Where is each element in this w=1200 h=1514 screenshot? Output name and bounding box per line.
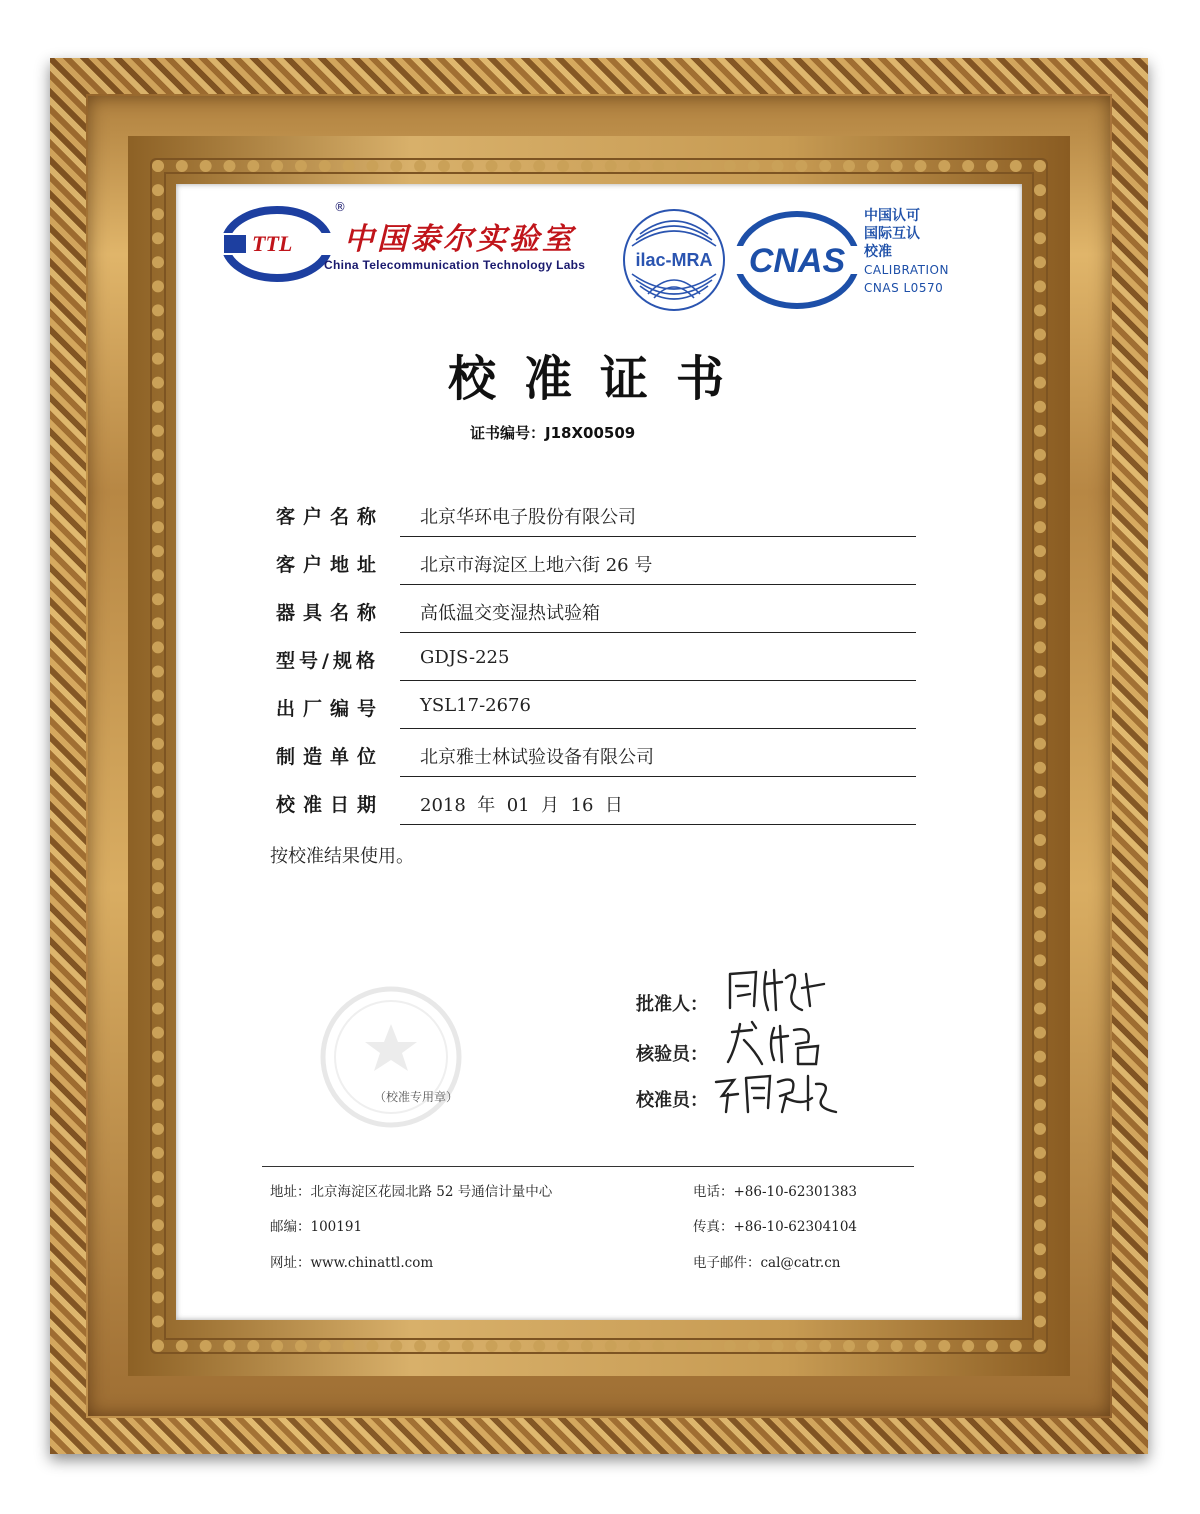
certificate-fields xyxy=(270,490,916,826)
field-label: 型号/规格 xyxy=(276,650,379,672)
lab-name-en: China Telecommunication Technology Labs xyxy=(324,258,586,272)
cnas-line: CNAS L0570 xyxy=(864,281,944,295)
footer-postcode: 邮编：100191 xyxy=(270,1219,363,1235)
field-value: 北京市海淀区上地六街 26 号 xyxy=(420,555,653,576)
footer-website: 网址：www.chinattl.com xyxy=(270,1255,434,1271)
registered-mark-icon: ® xyxy=(334,200,346,214)
field-underline xyxy=(400,728,916,729)
lab-name-cn: 中国泰尔实验室 xyxy=(344,222,575,257)
field-row xyxy=(270,778,916,826)
footer-divider xyxy=(262,1166,914,1167)
field-underline xyxy=(400,536,916,537)
field-row xyxy=(270,730,916,778)
cnas-line: CALIBRATION xyxy=(864,263,949,277)
field-value: 北京雅士林试验设备有限公司 xyxy=(420,747,654,768)
field-value: 北京华环电子股份有限公司 xyxy=(420,507,636,528)
ilac-logo-text: ilac-MRA xyxy=(635,250,713,270)
field-label: 客户名称 xyxy=(276,506,385,528)
field-underline xyxy=(400,584,916,585)
approver-signature-icon xyxy=(722,964,832,1016)
verifier-label: 核验员： xyxy=(636,1044,708,1065)
field-label: 出厂编号 xyxy=(276,698,385,720)
cnas-line: 国际互认 xyxy=(864,226,920,242)
footer-address: 地址：北京海淀区花园北路 52 号通信计量中心 xyxy=(270,1184,553,1200)
field-row xyxy=(270,634,916,682)
field-underline xyxy=(400,632,916,633)
field-value: 2018 年 01 月 16 日 xyxy=(420,795,623,816)
field-label: 器具名称 xyxy=(276,602,385,624)
field-underline xyxy=(400,776,916,777)
seal-caption: （校准专用章） xyxy=(374,1090,459,1104)
field-label: 制造单位 xyxy=(276,746,385,768)
certificate-title: 校准证书 xyxy=(447,351,752,407)
field-value: YSL17-2676 xyxy=(420,695,531,716)
cnas-line: 中国认可 xyxy=(864,208,920,224)
footer-fax: 传真：+86-10-62304104 xyxy=(693,1219,858,1235)
field-row xyxy=(270,682,916,730)
field-row xyxy=(270,538,916,586)
certificate-number: 证书编号：J18X00509 xyxy=(470,424,636,442)
approver-label: 批准人： xyxy=(636,994,708,1015)
field-row xyxy=(270,490,916,538)
field-label: 校准日期 xyxy=(276,794,385,816)
calibrator-label: 校准员： xyxy=(636,1090,708,1111)
ttl-logo-text: TTL xyxy=(252,231,293,256)
footer-phone: 电话：+86-10-62301383 xyxy=(693,1184,858,1200)
field-underline xyxy=(400,824,916,825)
ttl-logo-icon xyxy=(222,205,332,283)
footer-email: 电子邮件：cal@catr.cn xyxy=(693,1255,841,1271)
field-value: 高低温交变湿热试验箱 xyxy=(420,603,600,624)
embossed-seal-icon xyxy=(296,982,486,1132)
verifier-signature-icon xyxy=(722,1018,832,1070)
cnas-accreditation-text xyxy=(864,207,949,297)
field-row xyxy=(270,586,916,634)
field-underline xyxy=(400,680,916,681)
cnas-logo-icon xyxy=(730,210,864,310)
ilac-mra-logo-icon xyxy=(618,206,730,314)
cnas-logo-text: CNAS xyxy=(748,242,846,280)
field-value: GDJS-225 xyxy=(420,647,510,668)
cnas-line: 校准 xyxy=(864,244,892,260)
field-label: 客户地址 xyxy=(276,554,385,576)
calibrator-signature-icon xyxy=(712,1068,842,1120)
usage-note: 按校准结果使用。 xyxy=(270,846,414,867)
